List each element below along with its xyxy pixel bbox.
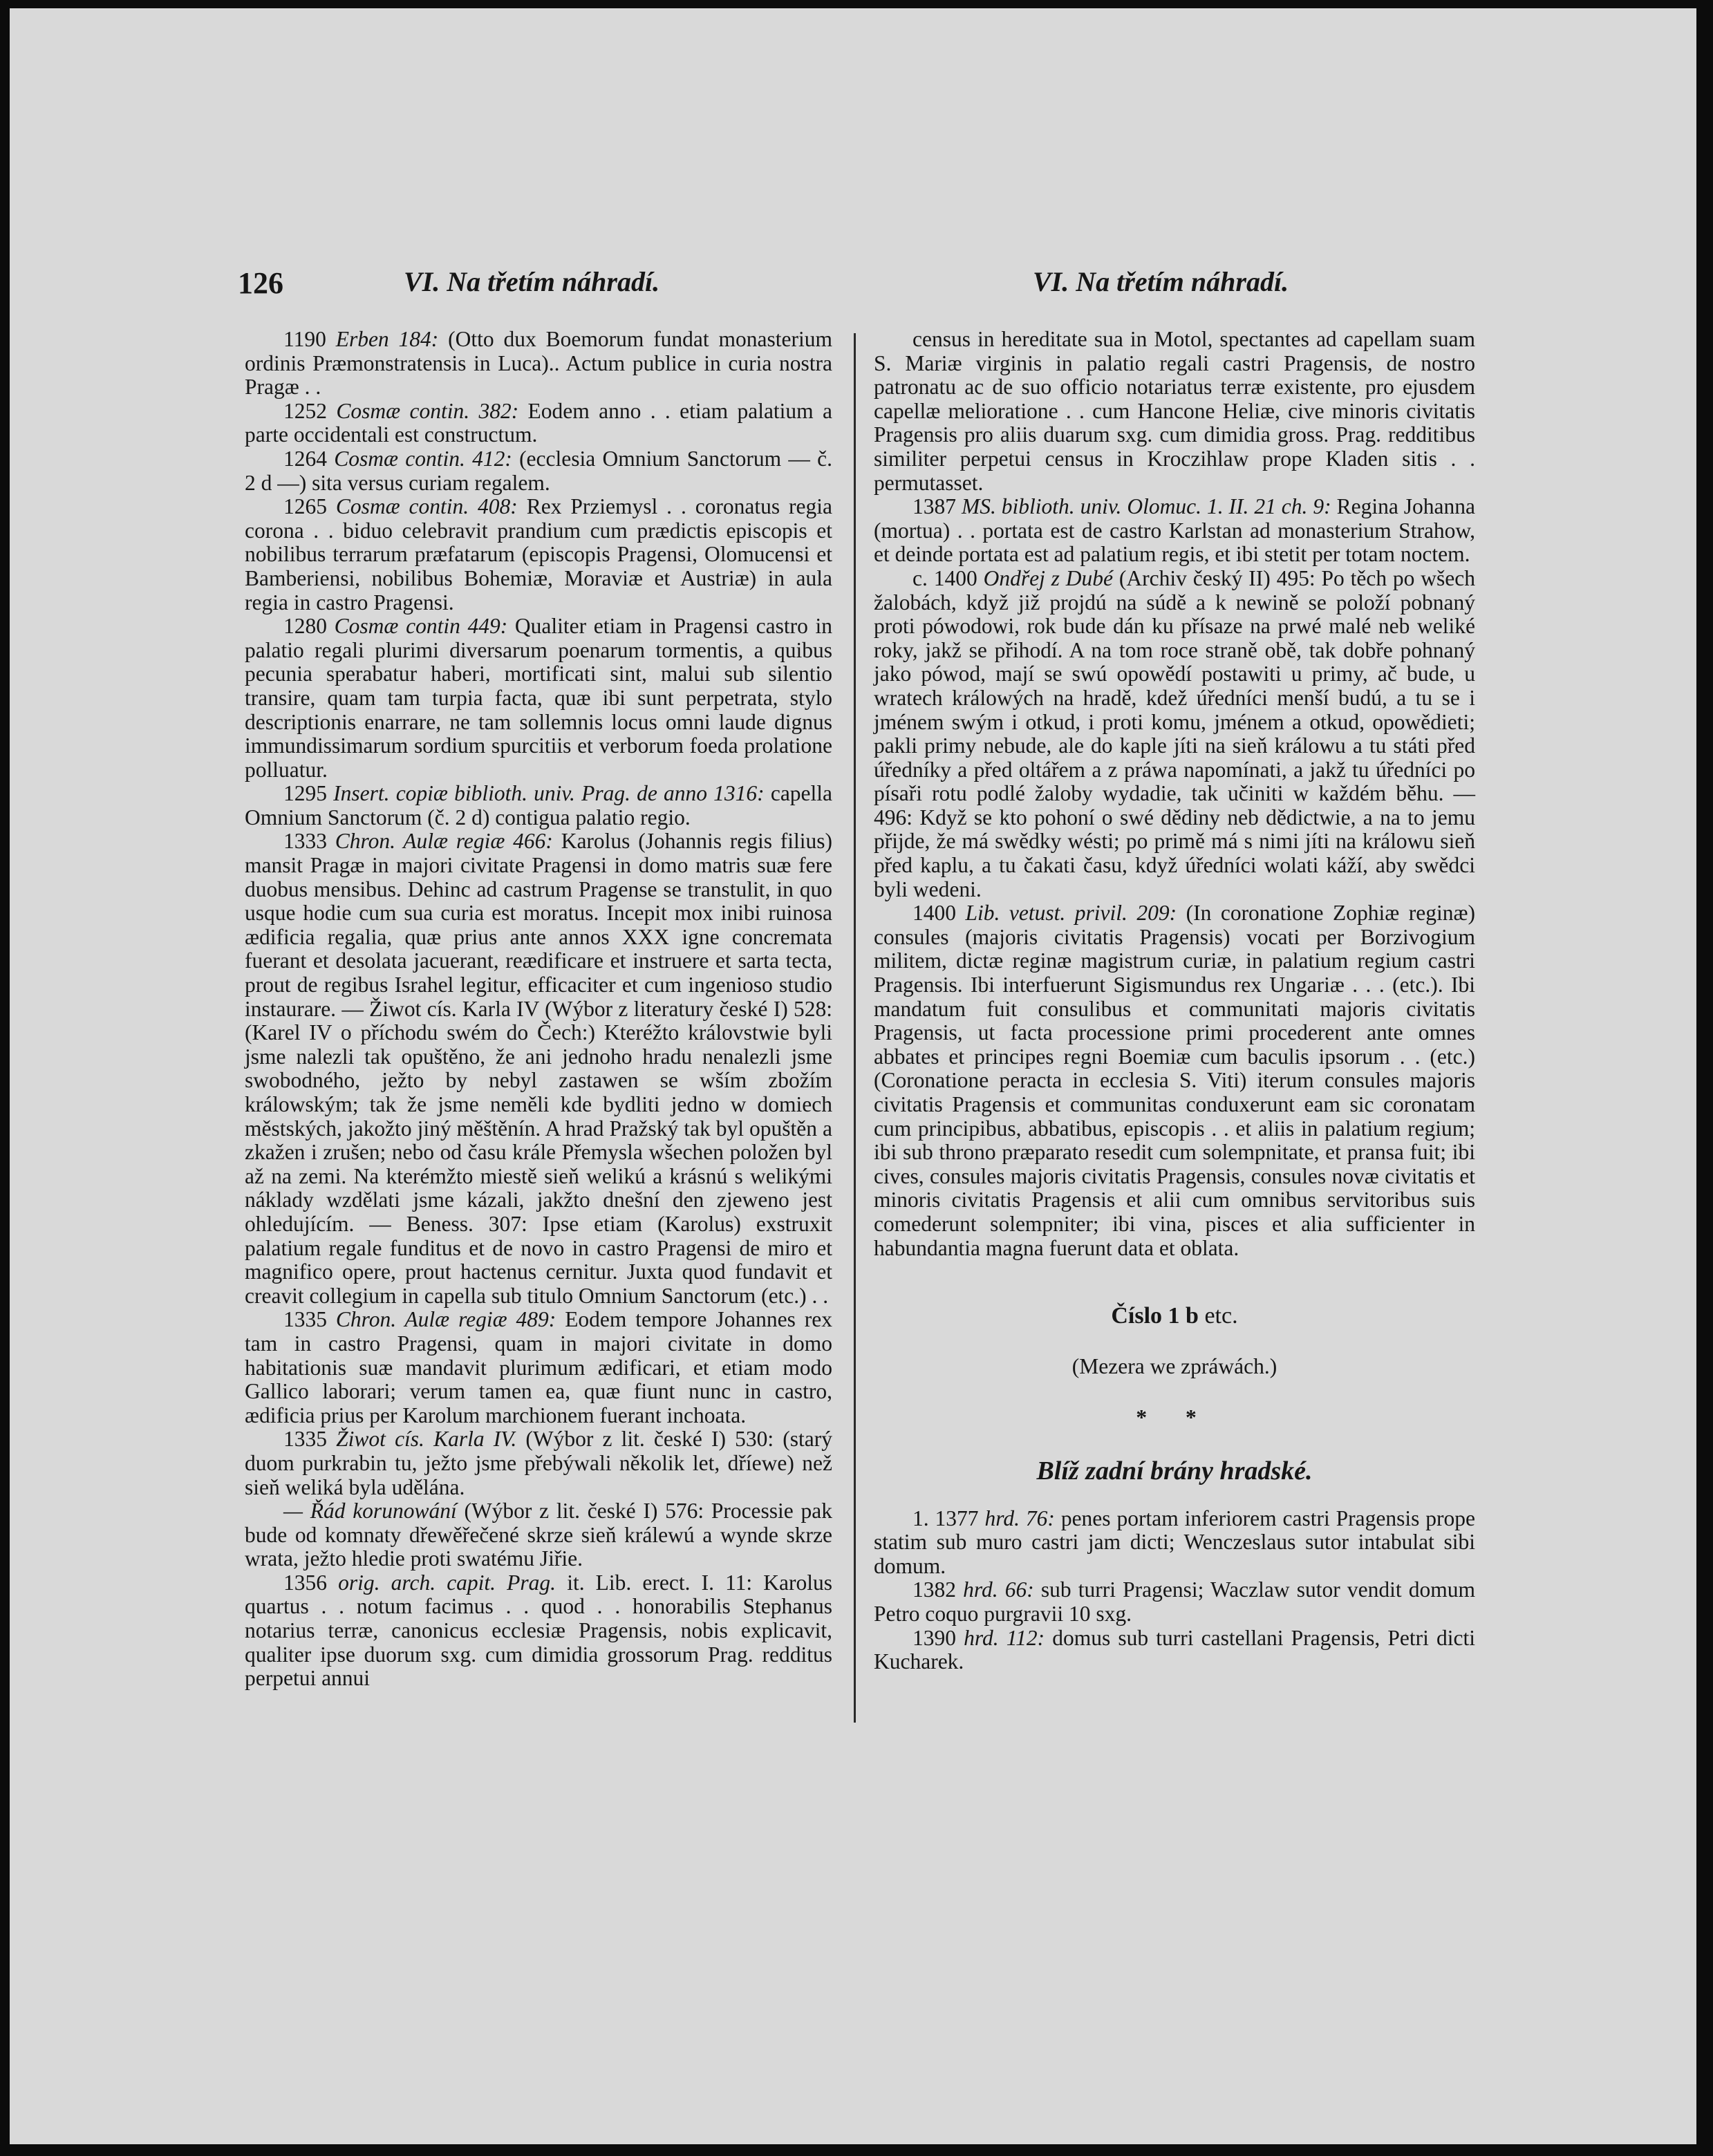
entry-source: hrd. 66: xyxy=(963,1577,1034,1602)
entry-text: Eodem tempore Johannes rex tam in castro Pragensi, quam in majori civitate in domo habitationis suæ mandavit plurimum ædificari, et etiam modo Gallico laborari; verum tamen ea, quæ fiunt nunc in castro, ædificia prius per Karolum marchionem fuerant inchoata. xyxy=(245,1307,832,1427)
entry-source: hrd. 112: xyxy=(964,1625,1045,1650)
entry-year: 1265 xyxy=(283,494,327,519)
entry-text: census in hereditate sua in Motol, spectantes ad capellam suam S. Mariæ virginis in palatio regali castri Pragensis, de nostro patronatu ac de suo officio notariatus terræ existente, pro ejusdem capellæ melioratione . . cum Hancone Heliæ, cive minoris civitatis Pragensis pro aliis duarum sxg. cum dimidia gross. Prag. redditibus similiter perpetui census in Kroczihlaw prope Kladen sitis . . permutasset. xyxy=(874,327,1475,495)
entry-year: 1190 xyxy=(283,327,326,351)
entry-text: it. Lib. erect. I. 11: Karolus quartus . . notum facimus . . quod . . honorabilis Stephanus notarius terræ, canonicus ecclesiæ Pragensis, nobis explicavit, qualiter ipse duorum sxg. cum dimidia grossorum Prag. redditus perpetui annui xyxy=(245,1570,833,1691)
entry-text: penes portam inferiorem castri Pragensis prope statim sub muro castri jam dicti; Wenczeslaus sutor intabulat sibi domum. xyxy=(874,1506,1476,1578)
entry-source: — Řád korunowání xyxy=(283,1499,457,1524)
left-column xyxy=(245,328,832,1691)
entry-source: Žiwot cís. Karla IV. xyxy=(336,1427,517,1452)
entry-text: (ecclesia Omnium Sanctorum — č. 2 d —) sita versus curiam regalem. xyxy=(245,446,832,495)
entry xyxy=(245,328,832,400)
entry-source: Insert. copiæ biblioth. univ. Prag. de anno 1316: xyxy=(333,781,765,806)
entry-text: (Otto dux Boemorum fundat monasterium ordinis Præmonstratensis in Luca).. Actum publice in curia nostra Pragæ . . xyxy=(245,327,832,400)
entry-text: (Wýbor z lit. české I) 530: (starý duom purkrabin tu, ježto jsme přebýwali několik let, dříewe) než sieň weliká byla udělána. xyxy=(245,1427,832,1499)
section-title: Blíž zadní brány hradské. xyxy=(1036,1456,1313,1485)
entry-text: Karolus (Johannis regis filius) mansit Pragæ in majori civitate Pragensi in domo matris suæ fere duobus mensibus. Dehinc ad castrum Pragense se transtulit, in quo usque hodie cum sua curia est moratus. Incepit mox inibi ruinosa ædificia regalia, quæ prius ante annos XXX igne concremata fuerant et desolata jacuerant, reædificare et instruere et sarta tecta, prout de regibus Israhel legitur, efficaciter et cum ingenioso studio instaurare. — Žiwot cís. Karla IV (Wýbor z literatury české I) 528: (Karel IV o příchodu swém do Čech:) Kteréžto královstwie byli jsme nalezli tak opuštěno, že ani jednoho hradu nenalezli jsme swobodného, ježto by nebyl zastawen se wším zbožím králowským; tak že jsme neměli kde bydliti jedno w domiech městských, jakožto jiný měštěnín. A hrad Pražský tak byl opuštěn a zkažen i zrušen; nebo od času krále Přemysla wšechen položen byl až na zemi. Na kterémžto miestě sieň welikú a krásnú s welikými náklady wzdělati jsme kázali, jakžto dnešní den zjeweno jest ohledujícím. — Beness. 307: Ipse etiam (Karolus) exstruxit palatium regale funditus et de novo in castro Pragensi de miro et magnifico opere, prout hactenus cernitur. Juxta quod fundavit et creavit collegium in capella sub titulo Omnium Sanctorum (etc.) . . xyxy=(245,829,833,1308)
entry xyxy=(874,567,1475,901)
entry-source: Cosmæ contin. 408: xyxy=(335,494,518,519)
section-number-label: Číslo 1 b xyxy=(1111,1303,1199,1329)
entry-year: 1387 xyxy=(912,494,956,519)
entry-source: Lib. vetust. privil. 209: xyxy=(965,901,1177,926)
entry xyxy=(245,447,832,495)
entry-text: Eodem anno . . etiam palatium a parte occidentali est constructum. xyxy=(245,398,833,447)
entry xyxy=(245,400,832,447)
final-entries xyxy=(874,1507,1475,1674)
entry xyxy=(245,1427,832,1499)
entry-year: 1. 1377 xyxy=(912,1506,979,1530)
entry-source: Cosmæ contin. 412: xyxy=(334,446,512,471)
asterisks: * * xyxy=(1136,1405,1213,1430)
entry-text: Rex Prziemysl . . coronatus regia corona . . biduo celebravit prandium cum prædictis episcopis et nobilibus terrarum præfatarum (episcopis Pragensi, Olomucensi et Bamberiensi, nobilibus Bohemiæ, Moraviæ et Austriæ) in aula regia in castro Pragensi. xyxy=(245,494,832,615)
entry-text: capella Omnium Sanctorum (č. 2 d) contigua palatio regio. xyxy=(245,781,833,829)
entry xyxy=(874,328,1475,495)
entry-year: 1295 xyxy=(283,781,327,806)
entry xyxy=(245,1308,832,1427)
entry-text: (Wýbor z lit. české I) 576: Processie pak bude od komnaty dřewěřečené skrze sieň králewú a wynde skrze wrata, ježto hledie proti swatému Jiřie. xyxy=(245,1499,832,1571)
entry-year: 1264 xyxy=(283,446,327,471)
entry xyxy=(245,615,832,782)
entry-source: Chron. Aulæ regiæ 466: xyxy=(335,829,553,854)
entry-text: (In coronatione Zophiæ reginæ) consules (majoris civitatis Pragensis) vocati per Borzivogium militem, dictæ reginæ magistrum curiæ, in palatium regium castri Pragensis. Ibi interfuerunt Sigismundus rex Ungariæ . . . (etc.). Ibi mandatum fuit consulibus et communitati majoris civitatis Pragensis, ut facta processione primi procederent ante omnes abbates et principes regni Boemiæ cum baculis ipsorum . . (etc.) (Coronatione peracta in ecclesia S. Viti) iterum consules majoris civitatis Pragensis et communitas conduxerunt eam sic coronatam cum principibus, abbatibus, episcopis . . et aliis in palatium regium; ibi sub throno præparato resedit cum solempnitate, et pransa fuit; ibi cives, consules majoris civitatis Pragensis, consules novæ civitatis et minoris civitatis Pragensis et alii cum omnibus servitoribus suis comederunt solempniter; ibi vina, pisces et alia sufficienter in habundantia magna fuerunt data et oblata. xyxy=(874,901,1475,1260)
entry-source: MS. biblioth. univ. Olomuc. 1. II. 21 ch. 9: xyxy=(961,494,1331,519)
page-number: 126 xyxy=(238,266,283,300)
entry-source: Erben 184: xyxy=(335,327,439,351)
entry-year: 1252 xyxy=(283,398,327,423)
right-column xyxy=(874,328,1475,1674)
entry-source: Ondřej z Dubé xyxy=(983,565,1114,590)
entry xyxy=(245,1571,832,1691)
entry xyxy=(874,1507,1475,1579)
entry-year: 1280 xyxy=(283,614,327,639)
entry-year: 1335 xyxy=(283,1307,327,1332)
entry-year: 1335 xyxy=(283,1427,327,1452)
section-block xyxy=(874,1304,1475,1483)
entry-year: 1382 xyxy=(912,1577,956,1602)
entry-year: 1390 xyxy=(912,1625,956,1650)
entry xyxy=(245,495,832,615)
right-entries xyxy=(874,328,1475,1260)
entry-year: 1356 xyxy=(283,1570,327,1595)
entry-text: domus sub turri castellani Pragensis, Petri dicti Kucharek. xyxy=(874,1625,1476,1674)
entry xyxy=(245,1499,832,1571)
running-head-right: VI. Na třetím náhradí. xyxy=(1033,266,1289,297)
scanned-page xyxy=(10,8,1696,2144)
entry xyxy=(245,782,832,829)
running-head-left: VI. Na třetím náhradí. xyxy=(404,266,660,297)
entry-source: orig. arch. capit. Prag. xyxy=(338,1570,556,1595)
section-number xyxy=(874,1304,1475,1329)
entry-source: hrd. 76: xyxy=(984,1506,1055,1530)
entry-year: c. 1400 xyxy=(912,565,977,590)
section-number-etc: etc. xyxy=(1204,1303,1238,1329)
entry-source: Chron. Aulæ regiæ 489: xyxy=(335,1307,556,1332)
entry-text: Regina Johanna (mortua) . . portata est de castro Karlstan ad monasterium Strahow, et deinde portata est ad palatium regis, et ibi stetit per totam noctem. xyxy=(874,494,1476,567)
entry xyxy=(874,1578,1475,1626)
entry-source: Cosmæ contin 449: xyxy=(334,614,508,639)
entry-text: Qualiter etiam in Pragensi castro in palatio regali plurimi diversarum poenarum tormentis, a quibus pecunia sperabatur haberi, mortificati sint, malui sub silentio transire, quam tam turpia facta, quæ ibi sunt perpetrata, stylo descriptionis enarrare, ne tam sollemnis locus omni laude dignus immundissimarum sordium spurcitiis et verborum foeda prolatione polluatur. xyxy=(245,614,833,782)
column-divider xyxy=(854,333,856,1723)
entry-year: 1333 xyxy=(283,829,327,854)
entry-source: Cosmæ contin. 382: xyxy=(336,398,519,423)
entry xyxy=(874,901,1475,1260)
entry-text: (Archiv český II) 495: Po těch po wšech žalobách, když již projdú na súdě a k newině se položí pobnaný proti pówodowi, rok bude dán ku přísaze na prwé malé neb weliké roky, jakž se přihodí. A na tom roce straně obě, tak dobře pohnaný jako pówod, mají se swú opowědí postawiti u primy, ač bude, u wratech králowých na hradě, kdež úředníci menší budú, a tu se i jménem swým i otkud, i proti komu, jménem a otkud, opowědieti; pakli primy nebude, ale do kaple jíti na sieň králowu a tu státi před úředníky a před oltářem a z práwa napomínati, a jakž tu úředníci po písaři rotu podlé žaloby wydadie, tak učiniti w každém běhu. — 496: Když se kto pohoní o swé dědiny neb dědictwie, a na to jemu přijde, že má swědky wésti; po primě má s nimi jíti na králowu sieň před kaplu, a tu čakati času, když úředníci wolati káží, aby swědci byli wedeni. xyxy=(874,565,1476,901)
entry xyxy=(245,829,832,1308)
entry xyxy=(874,495,1475,567)
entry-text: sub turri Pragensi; Waczlaw sutor vendit domum Petro coquo purgravii 10 sxg. xyxy=(874,1577,1475,1626)
entry xyxy=(874,1627,1475,1674)
entry-year: 1400 xyxy=(912,901,956,926)
gap-note: (Mezera we zpráwách.) xyxy=(1071,1353,1277,1378)
